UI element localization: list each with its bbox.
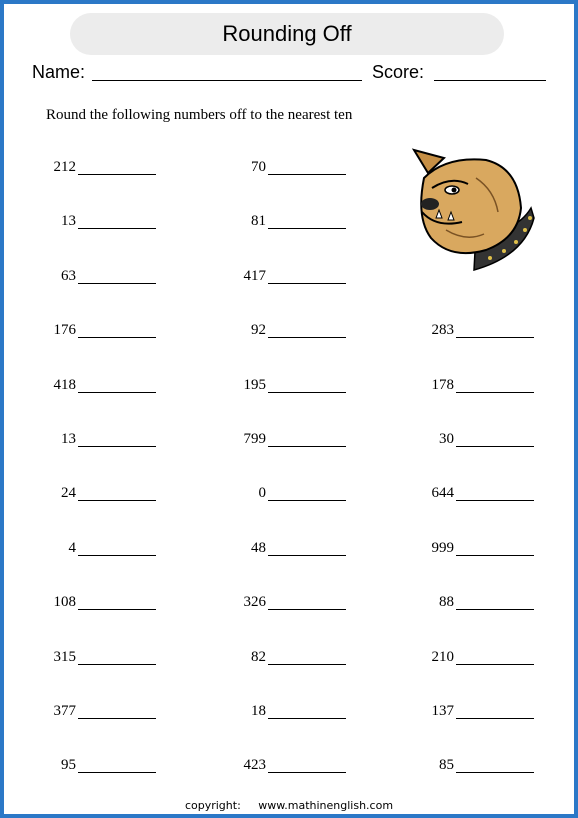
answer-blank[interactable] bbox=[268, 228, 346, 229]
problem-item bbox=[46, 703, 158, 723]
answer-blank[interactable] bbox=[456, 446, 534, 447]
problem-item bbox=[236, 268, 348, 288]
problem-item bbox=[46, 268, 158, 288]
problem-number: 999 bbox=[431, 540, 454, 556]
problem-item bbox=[424, 377, 536, 397]
problem-number: 176 bbox=[53, 322, 76, 338]
copyright-label: copyright: bbox=[184, 799, 241, 812]
problem-number: 70 bbox=[251, 159, 266, 175]
bulldog-icon bbox=[406, 138, 536, 278]
problem-item bbox=[236, 594, 348, 614]
problem-item bbox=[46, 594, 158, 614]
answer-blank[interactable] bbox=[268, 555, 346, 556]
problem-item bbox=[236, 757, 348, 777]
answer-blank[interactable] bbox=[456, 609, 534, 610]
problem-number: 18 bbox=[251, 703, 266, 719]
problem-number: 95 bbox=[61, 757, 76, 773]
problem-item bbox=[236, 485, 348, 505]
answer-blank[interactable] bbox=[78, 228, 156, 229]
answer-blank[interactable] bbox=[78, 718, 156, 719]
problem-number: 82 bbox=[251, 649, 266, 665]
problem-number: 48 bbox=[251, 540, 266, 556]
problem-item bbox=[46, 377, 158, 397]
answer-blank[interactable] bbox=[456, 337, 534, 338]
answer-blank[interactable] bbox=[268, 446, 346, 447]
problem-number: 108 bbox=[53, 594, 76, 610]
answer-blank[interactable] bbox=[456, 392, 534, 393]
title-text: Rounding Off bbox=[222, 21, 352, 46]
answer-blank[interactable] bbox=[78, 555, 156, 556]
problem-item bbox=[46, 431, 158, 451]
problem-number: 178 bbox=[431, 377, 454, 393]
problem-item bbox=[424, 485, 536, 505]
problem-number: 4 bbox=[68, 540, 76, 556]
name-label: Name: bbox=[32, 62, 86, 82]
answer-blank[interactable] bbox=[78, 337, 156, 338]
problem-number: 92 bbox=[251, 322, 266, 338]
score-field[interactable] bbox=[434, 80, 546, 81]
problem-number: 30 bbox=[439, 431, 454, 447]
worksheet-title bbox=[70, 13, 504, 55]
problem-item bbox=[46, 540, 158, 560]
problem-item bbox=[236, 703, 348, 723]
answer-blank[interactable] bbox=[456, 772, 534, 773]
problem-item bbox=[46, 485, 158, 505]
answer-blank[interactable] bbox=[78, 283, 156, 284]
answer-blank[interactable] bbox=[268, 392, 346, 393]
answer-blank[interactable] bbox=[268, 337, 346, 338]
problem-item bbox=[424, 322, 536, 342]
answer-blank[interactable] bbox=[456, 718, 534, 719]
problem-item bbox=[236, 159, 348, 179]
problem-number: 137 bbox=[431, 703, 454, 719]
answer-blank[interactable] bbox=[456, 555, 534, 556]
answer-blank[interactable] bbox=[78, 609, 156, 610]
problem-item bbox=[236, 213, 348, 233]
instructions: Round the following numbers off to the nearest ten bbox=[46, 107, 353, 123]
problem-item bbox=[46, 213, 158, 233]
problem-number: 0 bbox=[258, 485, 266, 501]
problem-number: 24 bbox=[61, 485, 76, 501]
copyright-footer bbox=[4, 799, 574, 812]
problem-item bbox=[424, 431, 536, 451]
problem-item bbox=[236, 377, 348, 397]
answer-blank[interactable] bbox=[268, 718, 346, 719]
problem-number: 315 bbox=[53, 649, 76, 665]
problem-number: 644 bbox=[431, 485, 454, 501]
problem-item bbox=[424, 594, 536, 614]
problem-number: 423 bbox=[243, 757, 266, 773]
answer-blank[interactable] bbox=[78, 664, 156, 665]
problem-number: 212 bbox=[53, 159, 76, 175]
problem-number: 195 bbox=[243, 377, 266, 393]
problem-item bbox=[46, 757, 158, 777]
answer-blank[interactable] bbox=[456, 664, 534, 665]
problem-number: 88 bbox=[439, 594, 454, 610]
answer-blank[interactable] bbox=[268, 500, 346, 501]
problem-number: 85 bbox=[439, 757, 454, 773]
problem-number: 63 bbox=[61, 268, 76, 284]
problem-item bbox=[424, 703, 536, 723]
copyright-site: www.mathinenglish.com bbox=[258, 799, 394, 812]
problem-number: 13 bbox=[61, 213, 76, 229]
problem-item bbox=[236, 322, 348, 342]
problem-item bbox=[46, 322, 158, 342]
answer-blank[interactable] bbox=[268, 609, 346, 610]
problem-item bbox=[236, 431, 348, 451]
answer-blank[interactable] bbox=[268, 664, 346, 665]
answer-blank[interactable] bbox=[268, 174, 346, 175]
answer-blank[interactable] bbox=[78, 392, 156, 393]
problem-number: 210 bbox=[431, 649, 454, 665]
problem-item bbox=[424, 540, 536, 560]
name-field[interactable] bbox=[92, 80, 362, 81]
problem-number: 417 bbox=[243, 268, 266, 284]
problem-number: 13 bbox=[61, 431, 76, 447]
answer-blank[interactable] bbox=[78, 174, 156, 175]
answer-blank[interactable] bbox=[78, 446, 156, 447]
problem-number: 283 bbox=[431, 322, 454, 338]
problem-item bbox=[46, 649, 158, 669]
problem-item bbox=[236, 649, 348, 669]
answer-blank[interactable] bbox=[268, 283, 346, 284]
answer-blank[interactable] bbox=[78, 500, 156, 501]
problem-item bbox=[236, 540, 348, 560]
problem-item bbox=[424, 649, 536, 669]
problem-number: 799 bbox=[243, 431, 266, 447]
problem-number: 377 bbox=[53, 703, 76, 719]
answer-blank[interactable] bbox=[268, 772, 346, 773]
score-label: Score: bbox=[372, 62, 425, 82]
problem-number: 326 bbox=[243, 594, 266, 610]
answer-blank[interactable] bbox=[456, 500, 534, 501]
problem-number: 418 bbox=[53, 377, 76, 393]
answer-blank[interactable] bbox=[78, 772, 156, 773]
problem-number: 81 bbox=[251, 213, 266, 229]
problem-item bbox=[46, 159, 158, 179]
problem-item bbox=[424, 757, 536, 777]
